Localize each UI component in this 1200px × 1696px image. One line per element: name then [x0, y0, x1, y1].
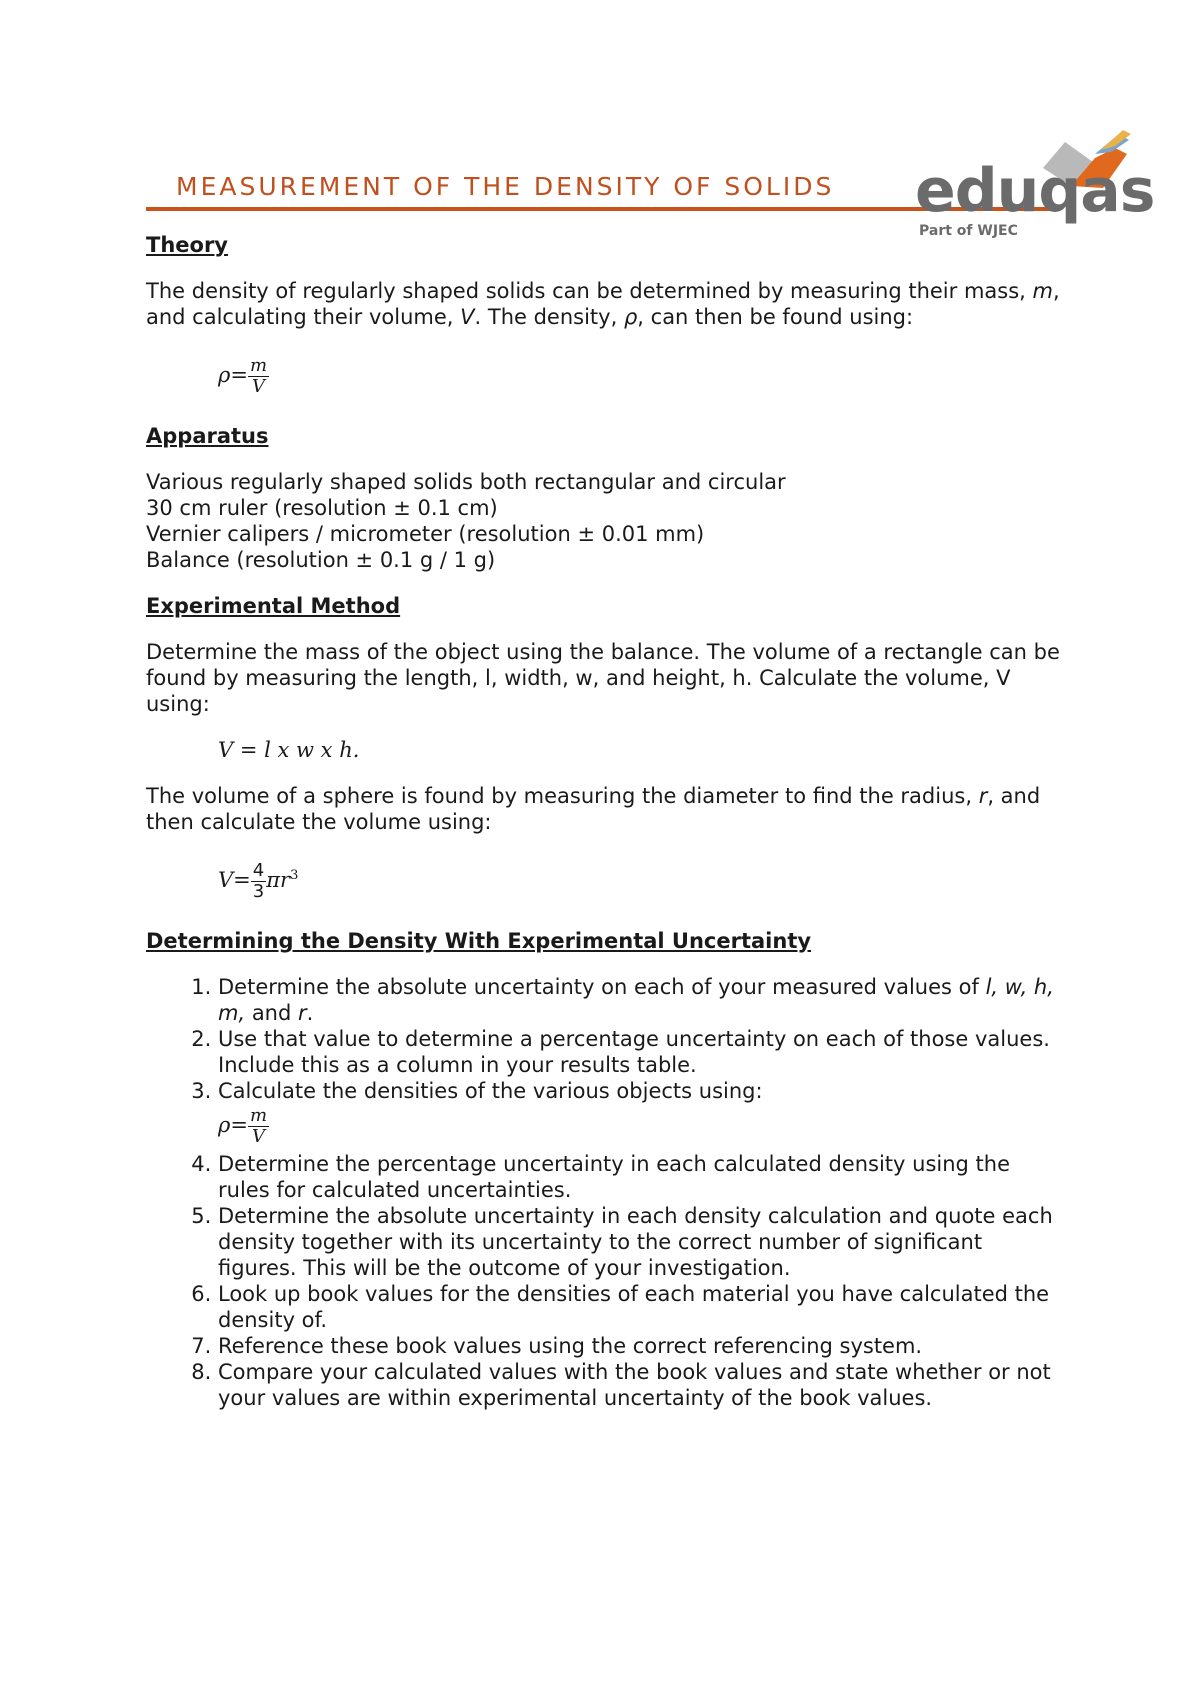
- density-equation: ρ= $\frac{m}{V}$: [218, 355, 268, 397]
- logo-subtitle: Part of WJEC: [919, 223, 1018, 239]
- rectangle-volume-equation: V = l x w x h.: [218, 738, 360, 762]
- apparatus-heading: Apparatus: [146, 424, 269, 448]
- page-title: MEASUREMENT OF THE DENSITY OF SOLIDS: [176, 172, 835, 201]
- list-item: 4. Determine the percentage uncertainty in each calculated density using the rules for calculated uncertainties.: [218, 1151, 1066, 1203]
- document-body: [146, 232, 1066, 1411]
- apparatus-item: 30 cm ruler (resolution ± 0.1 cm): [146, 496, 498, 520]
- theory-heading: Theory: [146, 233, 228, 257]
- method-paragraph: Determine the mass of the object using the balance. The volume of a rectangle can be found by measuring the length, l, width, w, and height, h. Calculate the volume, V using:: [146, 640, 1060, 716]
- list-item: 2. Use that value to determine a percentage uncertainty on each of those values. Include this as a column in your results table.: [218, 1026, 1066, 1078]
- logo-wordmark: eduqas: [915, 156, 1155, 226]
- sphere-volume-equation: V= $\frac{4}{3}$ $\pi r^3$: [218, 860, 299, 902]
- list-item: 7. Reference these book values using the correct referencing system.: [218, 1333, 1066, 1359]
- apparatus-item: Various regularly shaped solids both rectangular and circular: [146, 470, 786, 494]
- list-item: 8. Compare your calculated values with the book values and state whether or not your values are within experimental uncertainty of the book values.: [218, 1359, 1066, 1411]
- sphere-paragraph: The volume of a sphere is found by measuring the diameter to find the radius, r, and then calculate the volume using:: [146, 784, 1041, 834]
- apparatus-item: Balance (resolution ± 0.1 g / 1 g): [146, 548, 496, 572]
- method-heading: Experimental Method: [146, 594, 401, 618]
- eduqas-logo: [915, 128, 1155, 243]
- list-item: 3. Calculate the densities of the various objects using: ρ= $\frac{m}{V}$: [218, 1078, 1066, 1147]
- uncertainty-heading: Determining the Density With Experimental Uncertainty: [146, 929, 812, 953]
- theory-paragraph: The density of regularly shaped solids can be determined by measuring their mass, m, and calculating their volume, V. The density, ρ, can then be found using:: [146, 279, 1060, 329]
- list-item: 1. Determine the absolute uncertainty on each of your measured values of l, w, h, m, and r.: [218, 974, 1066, 1026]
- apparatus-item: Vernier calipers / micrometer (resolution ± 0.01 mm): [146, 522, 705, 546]
- uncertainty-steps: [146, 974, 1066, 1411]
- apparatus-list: [146, 469, 1066, 573]
- step3-density-equation: ρ= $\frac{m}{V}$: [218, 1105, 268, 1147]
- list-item: 5. Determine the absolute uncertainty in each density calculation and quote each density together with its uncertainty to the correct number of significant figures. This will be the outcome of your investigation.: [218, 1203, 1066, 1281]
- list-item: 6. Look up book values for the densities of each material you have calculated the density of.: [218, 1281, 1066, 1333]
